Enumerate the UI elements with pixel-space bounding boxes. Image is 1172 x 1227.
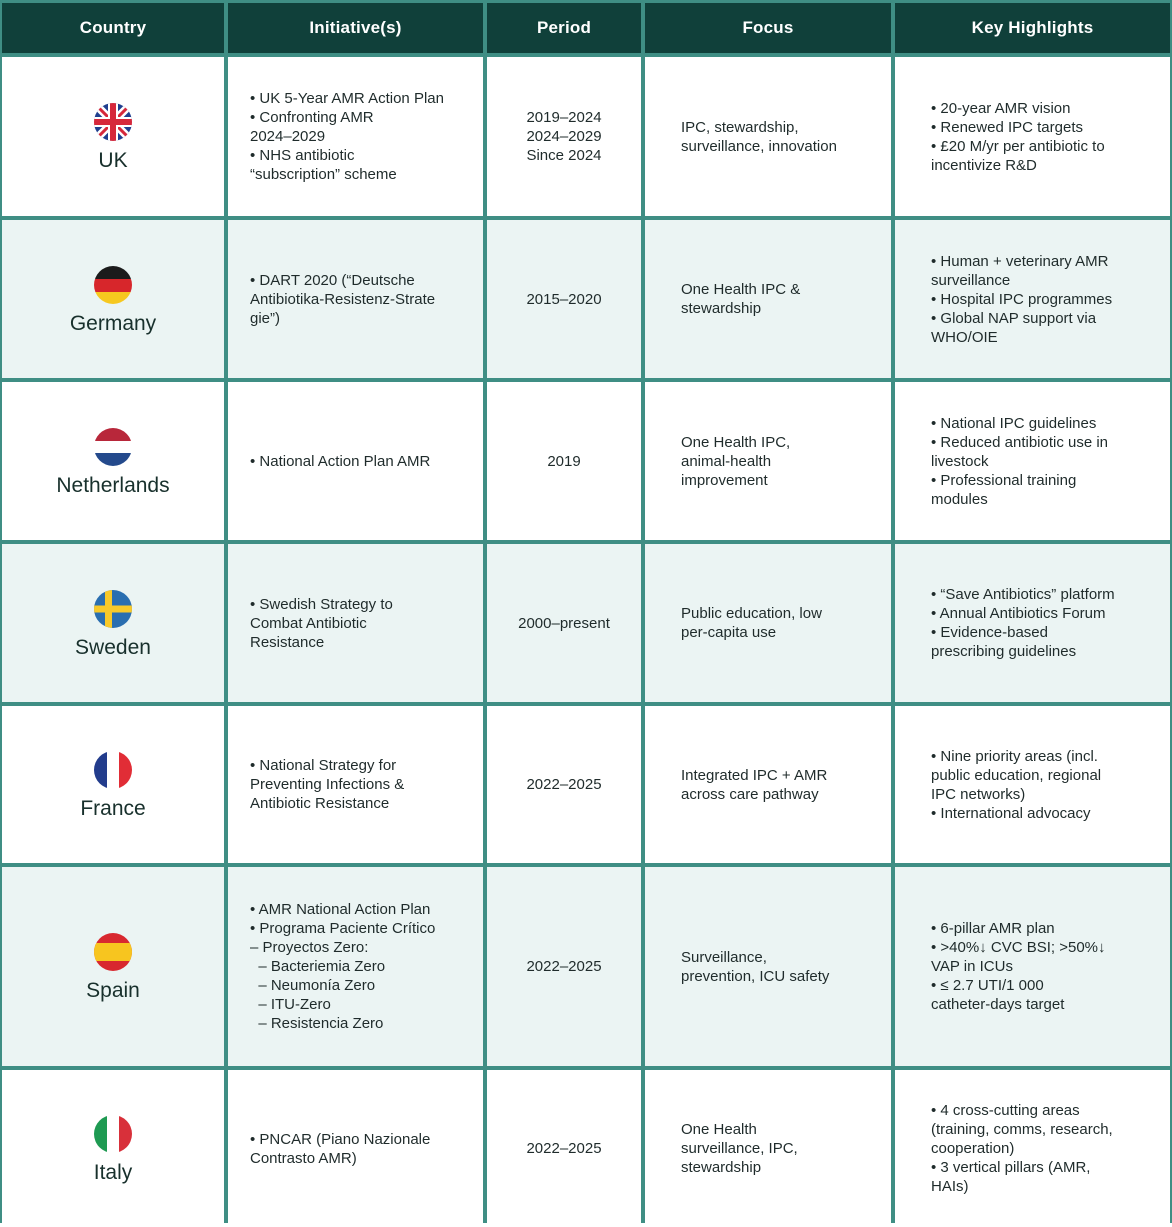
initiatives-cell-france bbox=[228, 706, 483, 863]
initiative-item: – Proyectos Zero: bbox=[250, 939, 369, 956]
period-value: 2022–2025 bbox=[526, 1140, 602, 1157]
initiative-item: • Confronting AMR 2024–2029 bbox=[250, 109, 374, 145]
focus-text: IPC, stewardship, surveillance, innovation bbox=[681, 118, 837, 155]
france-flag-icon bbox=[94, 751, 132, 789]
highlight-item: • 6-pillar AMR plan bbox=[931, 920, 1055, 937]
highlight-item: • Nine priority areas (incl. public education, regional IPC networks) bbox=[931, 747, 1102, 803]
period-value: 2024–2029 bbox=[526, 128, 602, 145]
initiative-item: • Swedish Strategy to Combat Antibiotic Resistance bbox=[250, 595, 393, 651]
focus-cell-spain bbox=[645, 867, 891, 1066]
country-cell-spain bbox=[2, 867, 224, 1066]
initiative-item: • UK 5-Year AMR Action Plan bbox=[250, 90, 444, 107]
highlights-cell-uk bbox=[895, 57, 1170, 216]
focus-text: One Health IPC, animal-health improvement bbox=[681, 433, 791, 489]
period-value: 2000–present bbox=[518, 614, 610, 632]
highlights-cell-sweden bbox=[895, 544, 1170, 702]
initiative-item: • DART 2020 (“Deutsche Antibiotika-Resistenz-Strate gie”) bbox=[250, 271, 436, 327]
highlight-item: • 20-year AMR vision bbox=[931, 99, 1071, 117]
highlight-item: • 4 cross-cutting areas (training, comms, research, cooperation) bbox=[931, 1102, 1113, 1157]
country-name: Italy bbox=[93, 1161, 133, 1184]
initiatives-cell-sweden bbox=[228, 544, 483, 702]
initiative-item: • Programa Paciente Crítico bbox=[250, 920, 436, 937]
country-name: Sweden bbox=[75, 635, 151, 659]
country-name: Netherlands bbox=[56, 473, 170, 497]
focus-cell-sweden bbox=[645, 544, 891, 702]
netherlands-flag-icon bbox=[94, 428, 132, 466]
header-key-highlights: Key Highlights bbox=[895, 3, 1170, 53]
focus-cell-france bbox=[645, 706, 891, 863]
period-cell-sweden bbox=[487, 544, 641, 702]
header-initiatives: Initiative(s) bbox=[228, 3, 483, 53]
country-name: Germany bbox=[69, 311, 157, 335]
period-cell-uk bbox=[487, 57, 641, 216]
uk-flag-icon bbox=[94, 103, 132, 141]
period-cell-germany bbox=[487, 220, 641, 378]
highlight-item: • Annual Antibiotics Forum bbox=[931, 605, 1106, 622]
country-name: UK bbox=[98, 149, 128, 172]
country-cell-france bbox=[2, 706, 224, 863]
initiative-item: – Resistencia Zero bbox=[250, 1015, 384, 1032]
highlight-item: • National IPC guidelines bbox=[931, 414, 1097, 432]
initiative-item: – Neumonía Zero bbox=[250, 977, 376, 994]
spain-flag-icon bbox=[94, 933, 132, 971]
highlight-item: • “Save Antibiotics” platform bbox=[931, 586, 1115, 603]
initiative-item: • National Action Plan AMR bbox=[250, 452, 431, 470]
focus-text: Surveillance, prevention, ICU safety bbox=[681, 948, 830, 985]
initiatives-cell-italy bbox=[228, 1070, 483, 1227]
highlight-item: • >40%↓ CVC BSI; >50%↓ VAP in ICUs bbox=[931, 939, 1106, 975]
period-value: 2019 bbox=[547, 452, 581, 470]
germany-flag-icon bbox=[94, 266, 132, 304]
focus-text: Public education, low per-capita use bbox=[681, 605, 822, 641]
period-value: 2022–2025 bbox=[526, 958, 602, 975]
period-cell-italy bbox=[487, 1070, 641, 1227]
highlights-cell-italy bbox=[895, 1070, 1170, 1227]
initiative-item: • National Strategy for Preventing Infections & Antibiotic Resistance bbox=[250, 757, 405, 812]
initiative-item: – ITU-Zero bbox=[250, 996, 331, 1013]
highlight-item: • Renewed IPC targets bbox=[931, 118, 1083, 136]
initiative-item: • NHS antibiotic “subscription” scheme bbox=[250, 147, 397, 183]
highlight-item: • 3 vertical pillars (AMR, HAIs) bbox=[931, 1159, 1091, 1195]
highlight-item: • Professional training modules bbox=[931, 471, 1077, 508]
italy-flag-icon bbox=[94, 1115, 132, 1153]
highlight-item: • £20 M/yr per antibiotic to incentivize R&D bbox=[931, 137, 1105, 174]
period-cell-spain bbox=[487, 867, 641, 1066]
highlight-item: • International advocacy bbox=[931, 804, 1091, 822]
highlight-item: • Global NAP support via WHO/OIE bbox=[931, 309, 1097, 346]
highlights-cell-netherlands bbox=[895, 382, 1170, 540]
focus-cell-italy bbox=[645, 1070, 891, 1227]
country-name: France bbox=[80, 797, 146, 820]
highlights-cell-spain bbox=[895, 867, 1170, 1066]
country-cell-italy bbox=[2, 1070, 224, 1227]
focus-text: One Health IPC & stewardship bbox=[681, 281, 801, 317]
country-cell-sweden bbox=[2, 544, 224, 702]
focus-cell-netherlands bbox=[645, 382, 891, 540]
focus-cell-uk bbox=[645, 57, 891, 216]
initiatives-cell-netherlands bbox=[228, 382, 483, 540]
initiatives-cell-spain bbox=[228, 867, 483, 1066]
initiative-item: • AMR National Action Plan bbox=[250, 901, 431, 918]
highlights-cell-france bbox=[895, 706, 1170, 863]
focus-text: Integrated IPC + AMR across care pathway bbox=[681, 766, 828, 803]
header-focus: Focus bbox=[645, 3, 891, 53]
period-value: 2015–2020 bbox=[526, 290, 602, 308]
period-cell-france bbox=[487, 706, 641, 863]
highlight-item: • ≤ 2.7 UTI/1 000 catheter-days target bbox=[931, 977, 1065, 1013]
highlight-item: • Evidence-based prescribing guidelines bbox=[931, 624, 1077, 660]
header-period: Period bbox=[487, 3, 641, 53]
period-value: Since 2024 bbox=[526, 147, 602, 164]
country-cell-germany bbox=[2, 220, 224, 378]
focus-text: One Health surveillance, IPC, stewardship bbox=[681, 1121, 798, 1176]
highlight-item: • Human + veterinary AMR surveillance bbox=[931, 252, 1109, 289]
period-cell-netherlands bbox=[487, 382, 641, 540]
period-value: 2022–2025 bbox=[526, 776, 602, 793]
sweden-flag-icon bbox=[94, 590, 132, 628]
country-cell-uk bbox=[2, 57, 224, 216]
country-cell-netherlands bbox=[2, 382, 224, 540]
highlight-item: • Hospital IPC programmes bbox=[931, 290, 1113, 308]
focus-cell-germany bbox=[645, 220, 891, 378]
initiative-item: – Bacteriemia Zero bbox=[250, 958, 386, 975]
highlight-item: • Reduced antibiotic use in livestock bbox=[931, 433, 1109, 470]
period-value: 2019–2024 bbox=[526, 109, 602, 126]
initiatives-cell-uk bbox=[228, 57, 483, 216]
highlights-cell-germany bbox=[895, 220, 1170, 378]
country-name: Spain bbox=[86, 979, 140, 1002]
initiative-item: • PNCAR (Piano Nazionale Contrasto AMR) bbox=[250, 1130, 431, 1167]
initiatives-cell-germany bbox=[228, 220, 483, 378]
header-country: Country bbox=[2, 3, 224, 53]
